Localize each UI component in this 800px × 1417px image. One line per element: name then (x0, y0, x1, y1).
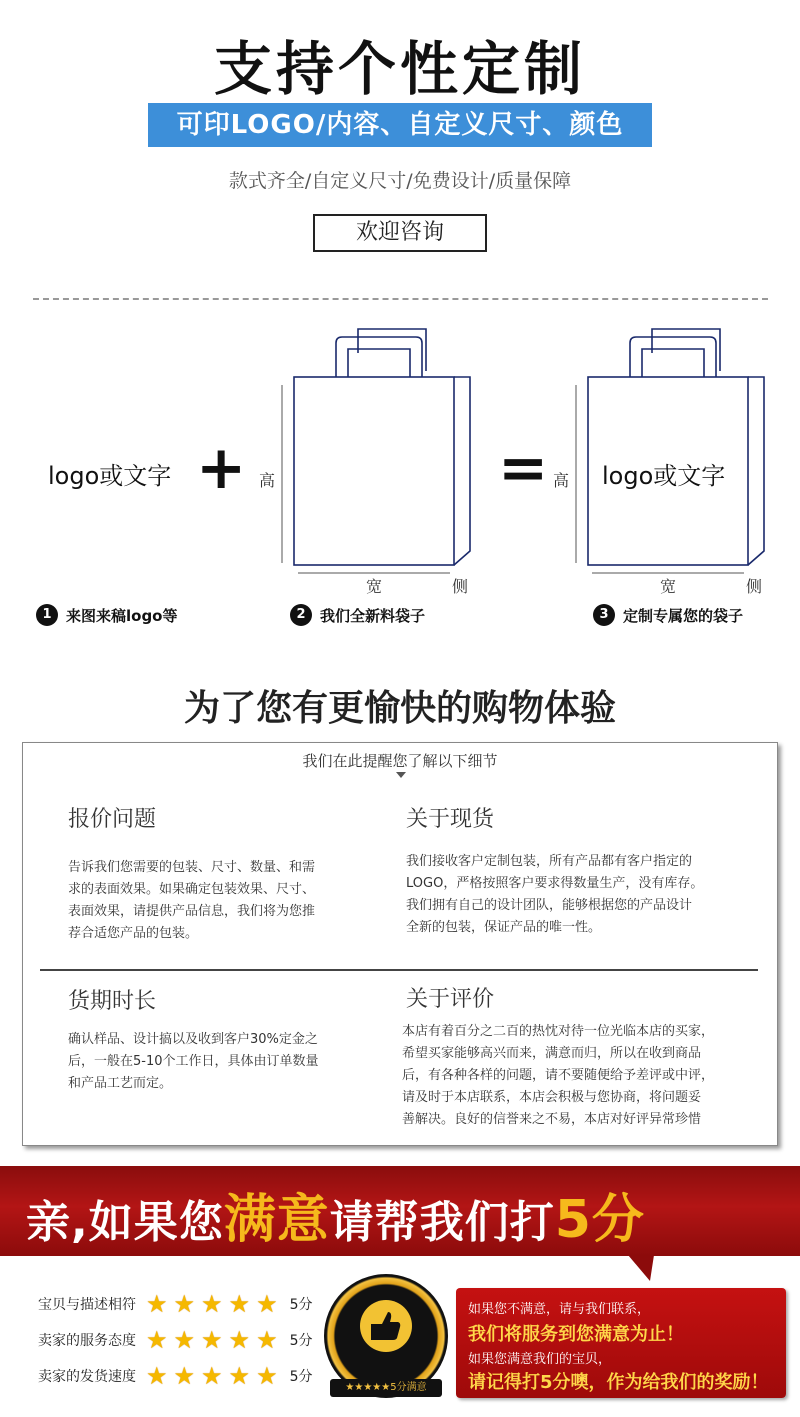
customization-banner: 可印LOGO/内容、自定义尺寸、颜色 (148, 103, 652, 147)
tip-heading: 报价问题 (68, 807, 157, 832)
step-number: 1 (36, 604, 58, 626)
side-label-2: 侧 (746, 577, 763, 596)
step-number: 2 (290, 604, 312, 626)
rating-row-description (38, 1290, 313, 1318)
equals-sign: = (498, 433, 549, 503)
message-line-4: 请记得打5分噢，作为给我们的奖励！ (468, 1372, 769, 1393)
height-label: 高 (259, 471, 276, 490)
tips-subtitle: 我们在此提醒您了解以下细节 (302, 752, 498, 770)
tip-line: 求的表面效果。如果确定包装效果、尺寸、 (68, 882, 316, 897)
consult-button[interactable]: 欢迎咨询 (313, 214, 487, 252)
banner-notch (628, 1255, 654, 1281)
step-3 (593, 604, 743, 626)
tip-body (406, 851, 766, 939)
width-label: 宽 (366, 577, 383, 596)
tip-line: 我们拥有自己的设计团队，能够根据您的产品设计 (406, 898, 693, 913)
tip-line: 和产品工艺而定。 (68, 1076, 173, 1091)
tip-line: 希望买家能够高兴而来，满意而归，所以在收到商品 (402, 1046, 702, 1061)
tip-body (402, 1021, 772, 1131)
tip-line: 本店有着百分之二百的热忱对待一位光临本店的买家， (402, 1024, 715, 1039)
tip-heading: 货期时长 (68, 989, 157, 1014)
tip-line: 确认样品、设计搞以及收到客户30%定金之 (68, 1032, 318, 1047)
rating-banner-text (26, 1177, 645, 1252)
plus-sign: + (196, 433, 247, 503)
message-line-1: 如果您不满意，请与我们联系， (468, 1302, 651, 1317)
star-rating-icon: ★★★★★ (146, 1326, 284, 1354)
tip-line: 后，一般在5-10个工作日，具体由订单数量 (68, 1054, 319, 1069)
rating-row-shipping (38, 1362, 313, 1390)
message-line-2: 我们将服务到您满意为止！ (468, 1324, 684, 1345)
logo-text-on-bag: logo或文字 (602, 462, 726, 490)
width-label-2: 宽 (660, 577, 677, 596)
thumbs-up-icon (360, 1300, 412, 1352)
dashed-divider (33, 298, 768, 300)
logo-text-source: logo或文字 (48, 462, 172, 490)
step-number: 3 (593, 604, 615, 626)
height-label-2: 高 (553, 471, 570, 490)
rating-label: 宝贝与描述相符 (38, 1297, 136, 1313)
rating-row-service (38, 1326, 313, 1354)
tip-quote (68, 802, 378, 945)
tip-line: LOGO，严格按照客户要求得数量生产，没有库存。 (406, 876, 704, 891)
caret-down-icon (396, 772, 406, 778)
tip-lead-time (68, 984, 378, 1095)
blank-bag-illustration (270, 325, 480, 595)
step-2 (290, 604, 425, 626)
banner-mid: 请帮我们打 (329, 1197, 555, 1248)
banner-pre: 亲,如果您 (26, 1197, 224, 1248)
tip-line: 善解决。良好的信誉来之不易，本店对好评异常珍惜 (402, 1112, 702, 1127)
step-label: 我们全新料袋子 (320, 606, 426, 625)
tip-line: 荐合适您产品的包装。 (68, 926, 199, 941)
rating-label: 卖家的服务态度 (38, 1333, 136, 1349)
rating-label: 卖家的发货速度 (38, 1369, 136, 1385)
tip-line: 全新的包装，保证产品的唯一性。 (406, 920, 602, 935)
side-label: 侧 (452, 577, 469, 596)
tip-stock (406, 802, 766, 939)
seal-label: ★★★★★5分满意 (330, 1379, 442, 1397)
rating-score: 5分 (289, 1369, 313, 1385)
tips-divider (40, 969, 758, 971)
tip-body (68, 1029, 378, 1095)
tip-line: 告诉我们您需要的包装、尺寸、数量、和需 (68, 860, 316, 875)
rating-score: 5分 (289, 1297, 313, 1313)
features-line: 款式齐全/自定义尺寸/免费设计/质量保障 (228, 170, 572, 192)
step-1 (36, 604, 178, 626)
tips-title: 为了您有更愉快的购物体验 (183, 688, 616, 729)
banner-score: 5分 (554, 1190, 645, 1250)
tip-heading: 关于现货 (406, 807, 495, 832)
tip-heading: 关于评价 (406, 987, 495, 1012)
step-label: 定制专属您的袋子 (623, 606, 744, 625)
tip-reviews (402, 982, 772, 1131)
banner-highlight: 满意 (223, 1190, 330, 1250)
star-rating-icon: ★★★★★ (146, 1290, 284, 1318)
tip-line: 表面效果，请提供产品信息，我们将为您推 (68, 904, 316, 919)
message-line-3: 如果您满意我们的宝贝， (468, 1352, 612, 1367)
tip-line: 我们接收客户定制包装，所有产品都有客户指定的 (406, 854, 693, 869)
tip-line: 后，有各种各样的问题，请不要随便给予差评或中评， (402, 1068, 715, 1083)
tip-body (68, 857, 378, 945)
star-rating-icon: ★★★★★ (146, 1362, 284, 1390)
tip-line: 请及时于本店联系，本店会积极与您协商，将问题妥 (402, 1090, 702, 1105)
step-label: 来图来稿logo等 (66, 606, 178, 625)
page-title: 支持个性定制 (213, 35, 586, 103)
rating-score: 5分 (289, 1333, 313, 1349)
